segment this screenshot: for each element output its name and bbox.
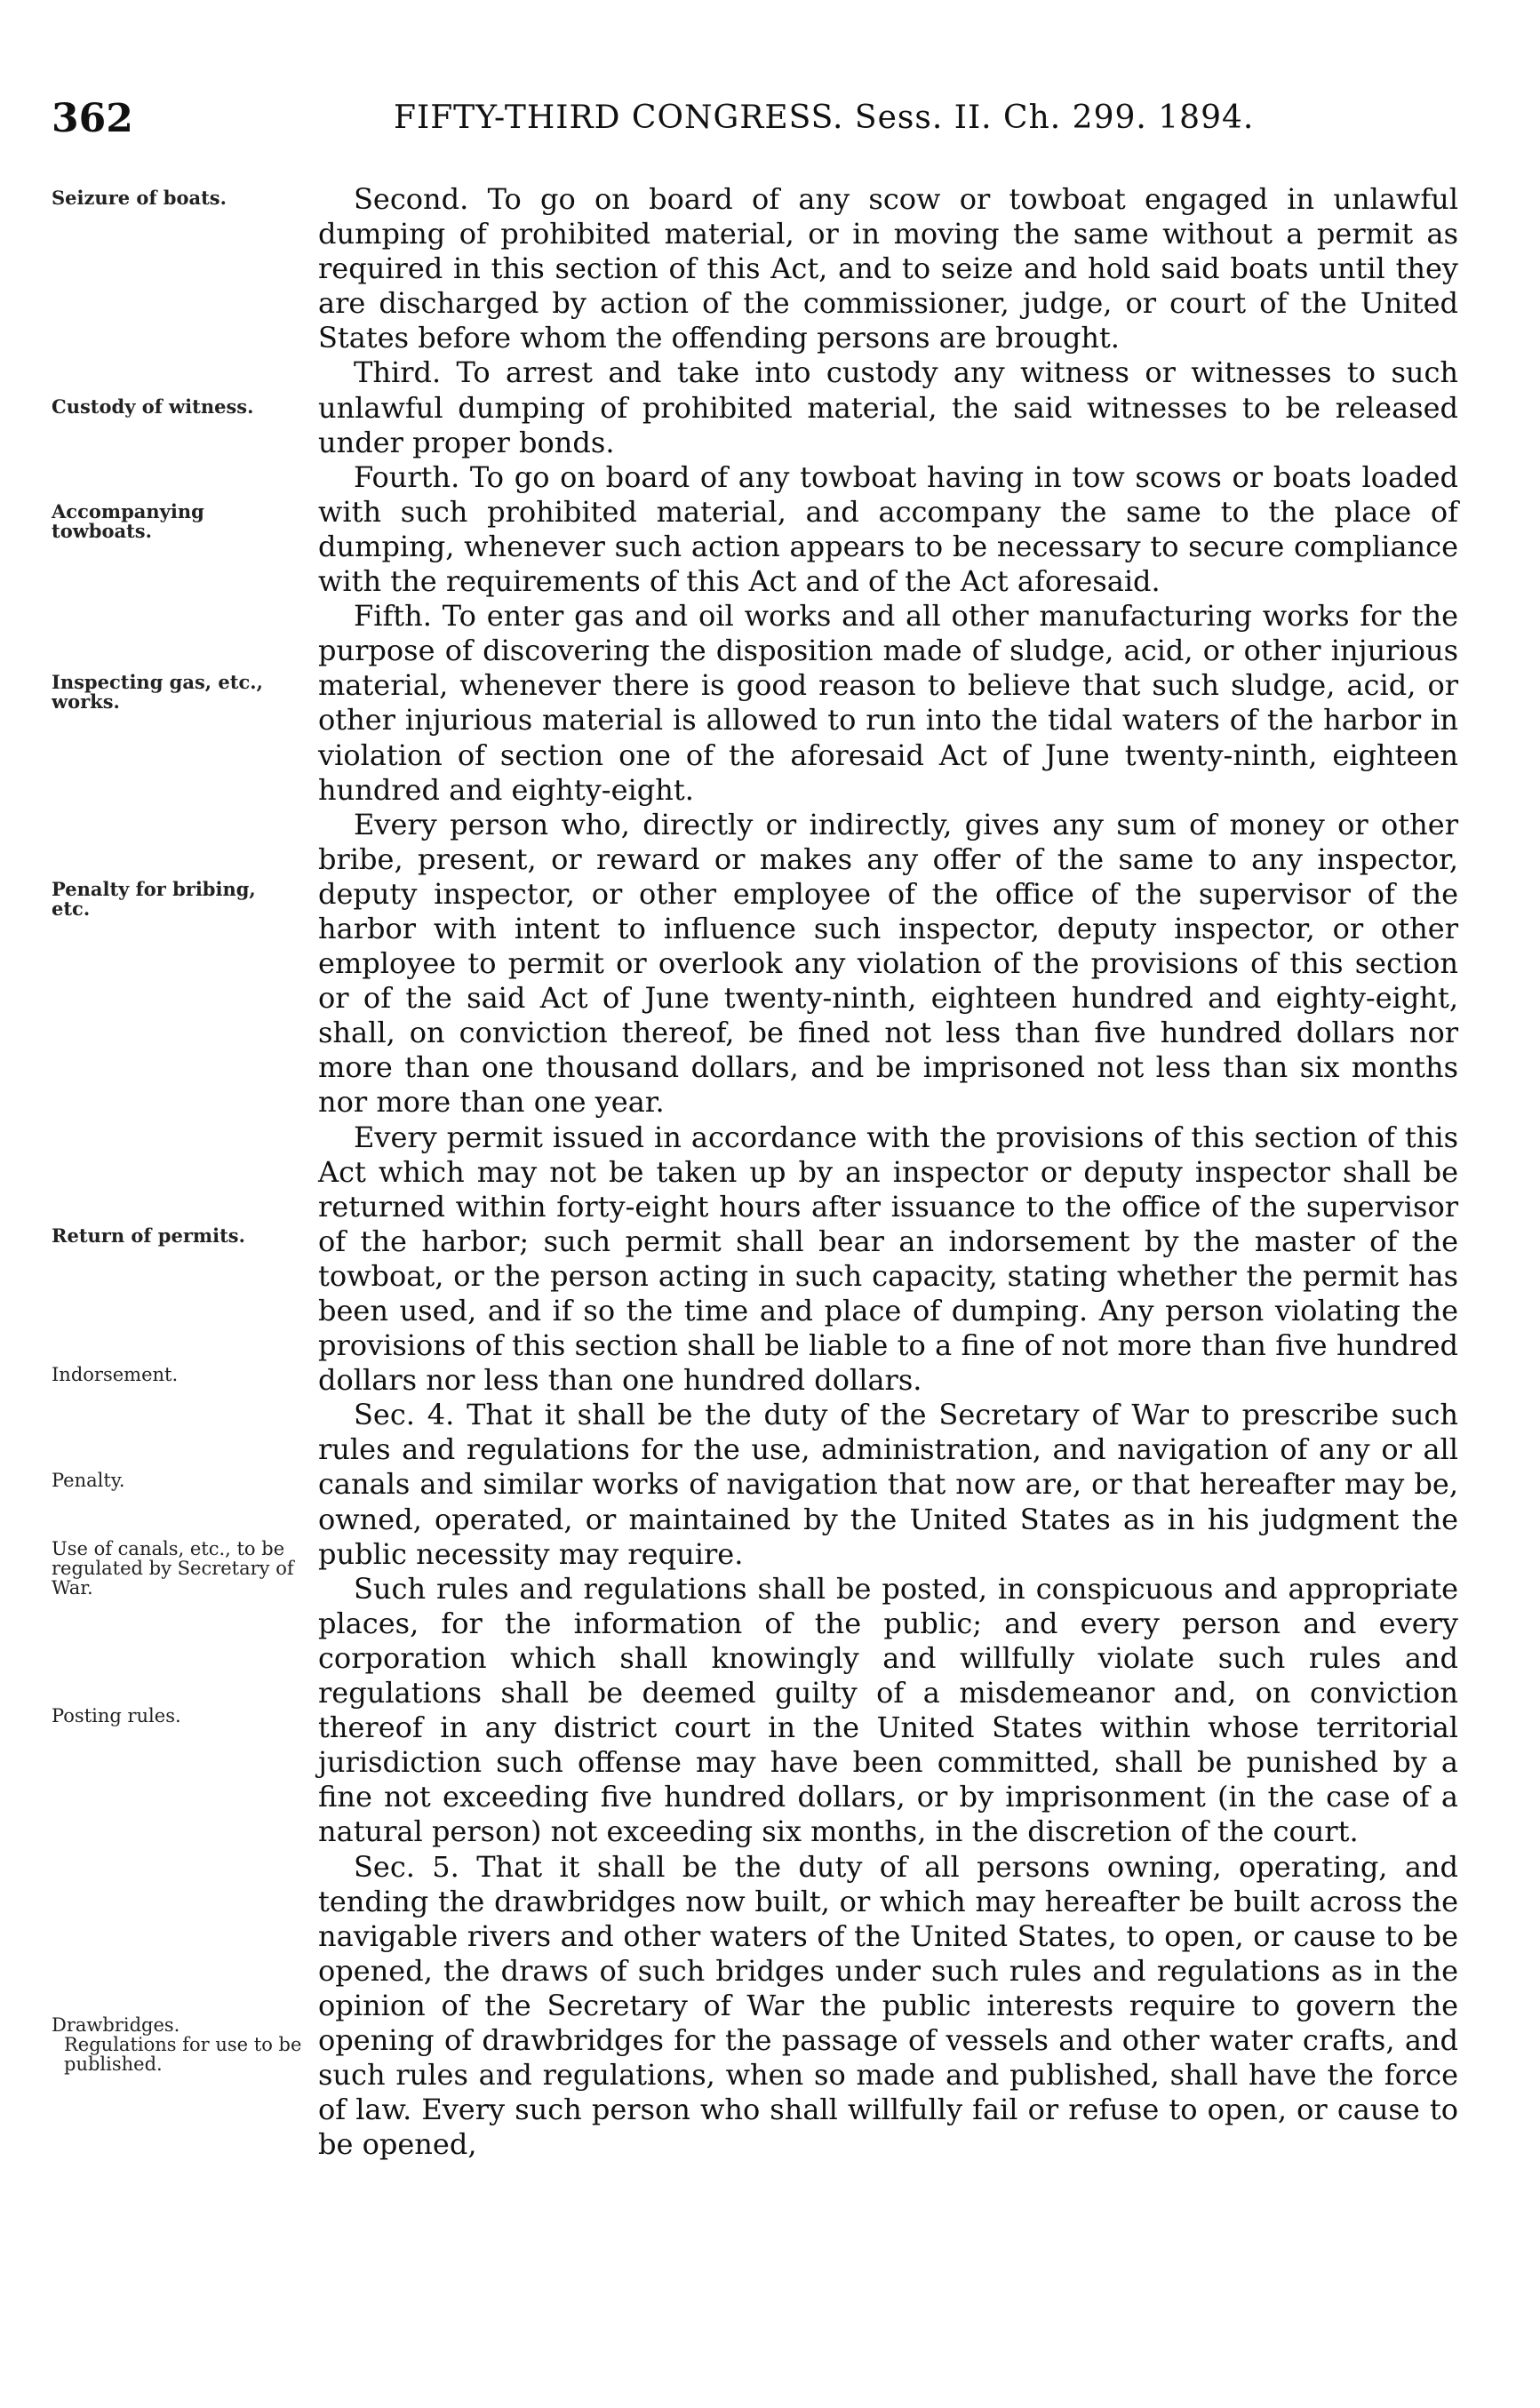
paragraph-second: Second. To go on board of any scow or towboat engaged in unlawful dumping of prohibited material, or in moving the same without a permit as required in this section of this Act, and to seize and hold said boats until they are discharged by action of the commissioner, judge, or court of the United States before whom the offending persons are brought. xyxy=(318,182,1458,355)
margin-note-seizure: Seizure of boats. xyxy=(52,187,227,209)
running-head: FIFTY-THIRD CONGRESS. Sess. II. Ch. 299. 1894. xyxy=(394,100,1255,136)
paragraph-bribery: Every person who, directly or indirectly, gives any sum of money or other bribe, present, or reward or makes any offer of the same to any inspector, deputy inspector, or other employee of the office of the supervisor of the harbor with intent to influence such inspector, deputy inspector, or other employee to permit or overlook any violation of the provisions of this section or of the said Act of June twenty-ninth, eighteen hundred and eighty-eight, shall, on conviction thereof, be fined not less than five hundred dollars nor more than one thousand dollars, and be imprisoned not less than six months nor more than one year. xyxy=(318,807,1458,1120)
paragraph-sec5: Sec. 5. That it shall be the duty of all persons owning, operating, and tending the drawbridges now built, or which may hereafter be built across the navigable rivers and other waters of the United States, to open, or cause to be opened, the draws of such bridges under such rules and regulations as in the opinion of the Secretary of War the public interests require to govern the opening of drawbridges for the passage of vessels and other water crafts, and such rules and regulations, when so made and published, shall have the force of law. Every such person who shall willfully fail or refuse to open, or cause to be opened, xyxy=(318,1849,1458,2162)
paragraph-third: Third. To arrest and take into custody any witness or witnesses to such unlawful dumping of prohibited material, the said witnesses to be released under proper bonds. xyxy=(318,355,1458,459)
margin-note-return-permits: Return of permits. xyxy=(52,1224,245,1247)
body-text xyxy=(318,182,1458,2162)
margin-note-use-of-canals: Use of canals, etc., to be regulated by Secretary of War. xyxy=(52,1538,294,1599)
margin-note-penalty-bribing: Penalty for bribing, etc. xyxy=(52,878,256,920)
margin-note-accompanying: Accompanying towboats. xyxy=(52,500,204,542)
margin-note-custody: Custody of witness. xyxy=(52,395,254,418)
margin-note-posting-rules: Posting rules. xyxy=(52,1705,181,1726)
paragraph-fifth: Fifth. To enter gas and oil works and all other manufacturing works for the purpose of discovering the disposition made of sludge, acid, or other injurious material, whenever there is good reason to believe that such sludge, acid, or other injurious material is allowed to run into the tidal waters of the harbor in violation of section one of the aforesaid Act of June twenty-ninth, eighteen hundred and eighty-eight. xyxy=(318,599,1458,807)
paragraph-posting: Such rules and regulations shall be posted, in conspicuous and appropriate places, for the information of the public; and every person and every corporation which shall knowingly and willfully violate such rules and regulations shall be deemed guilty of a misdemeanor and, on conviction thereof in any district court in the United States within whose territorial jurisdiction such offense may have been committed, shall be punished by a fine not exceeding five hundred dollars, or by imprisonment (in the case of a natural person) not exceeding six months, in the discretion of the court. xyxy=(318,1571,1458,1849)
paragraph-sec4: Sec. 4. That it shall be the duty of the Secretary of War to prescribe such rules and regulations for the use, administration, and navigation of any or all canals and similar works of navigation that now are, or that hereafter may be, owned, operated, or maintained by the United States as in his judgment the public necessity may require. xyxy=(318,1398,1458,1571)
margin-note-drawbridges-title: Drawbridges. xyxy=(52,2014,180,2036)
paragraph-permits: Every permit issued in accordance with the provisions of this section of this Act which may not be taken up by an inspector or deputy inspector shall be returned within forty-eight hours after issuance to the office of the supervisor of the harbor; such permit shall bear an indorsement by the master of the towboat, or the person acting in such capacity, stating whether the permit has been used, and if so the time and place of dumping. Any person violating the provisions of this section shall be liable to a fine of not more than five hundred dollars nor less than one hundred dollars. xyxy=(318,1120,1458,1398)
margin-note-regulations: Regulations for use to be published. xyxy=(64,2034,302,2075)
page-header xyxy=(52,96,1456,149)
margin-note-inspecting: Inspecting gas, etc., works. xyxy=(52,671,263,713)
paragraph-fourth: Fourth. To go on board of any towboat having in tow scows or boats loaded with such prohibited material, and accompany the same to the place of dumping, whenever such action appears to be necessary to secure compliance with the requirements of this Act and of the Act aforesaid. xyxy=(318,459,1458,599)
margin-note-drawbridges xyxy=(52,2015,318,2074)
margin-note-indorsement: Indorsement. xyxy=(52,1364,179,1385)
margin-note-penalty: Penalty. xyxy=(52,1470,125,1491)
page-number: 362 xyxy=(52,96,133,141)
